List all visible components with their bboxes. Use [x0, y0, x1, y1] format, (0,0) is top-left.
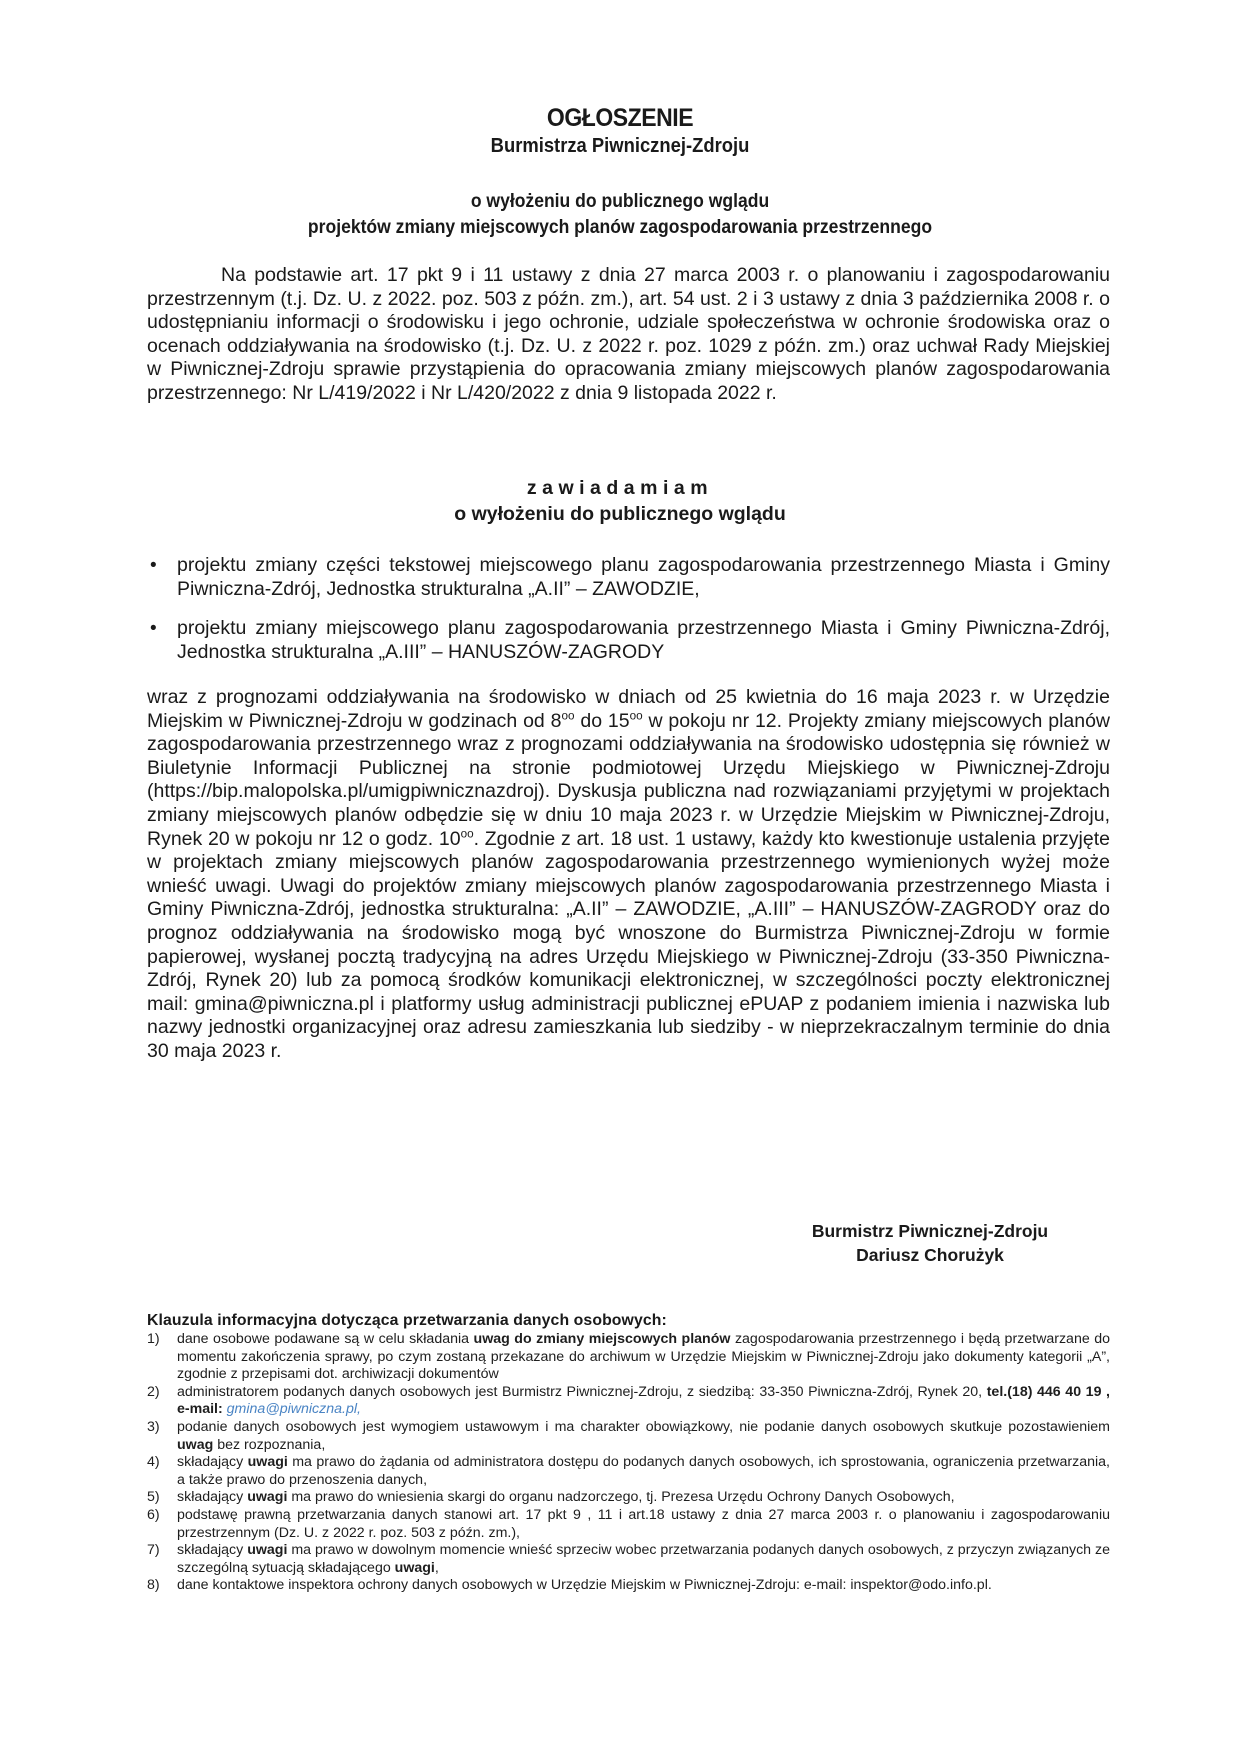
- clause-item: [147, 1542, 1110, 1577]
- subject-line-1: o wyłożeniu do publicznego wglądu: [470, 190, 770, 212]
- main-text-part: w pokoju nr 12. Projekty zmiany miejscowych planów zagospodarowania przestrzennego wraz z prognozami oddziaływania na środowisko udostępnia się również w Biuletynie Informacji Publicznej na stronie podmiotowej Urzędu Miejskiego w Piwnicznej-Zdroju (https://bip.malopolska.pl/umigpiwnicznazdroj). Dyskusja publiczna nad rozwiązaniami przyjętymi w projektach zmiany miejscowych planów odbędzie się w dniu 10 maja 2023 r. w Urzędzie Miejskim w Piwnicznej-Zdroju, Rynek 20 w pokoju nr 12 o godz. 10: [147, 709, 1111, 850]
- clause-text: składający: [177, 1489, 248, 1506]
- legal-basis-text: Na podstawie art. 17 pkt 9 i 11 ustawy z dnia 27 marca 2003 r. o planowaniu i zagospodarowaniu przestrzennym (t.j. Dz. U. z 2022. poz. 503 z późn. zm.), art. 54 ust. 2 i 3 ustawy z dnia 3 października 2008 r. o udostępnianiu informacji o środowisku i jego ochronie, udziale społeczeństwa w ochronie środowiska oraz o ocenach oddziaływania na środowisko (t.j. Dz. U. z 2022 r. poz. 1029 z późn. zm.) oraz uchwał Rady Miejskiej w Piwnicznej-Zdroju sprawie przystąpienia do opracowania zmiany miejscowych planów zagospodarowania przestrzennego: Nr L/419/2022 i Nr L/420/2022 z dnia 9 listopada 2022 r.: [147, 264, 1110, 404]
- main-text-part: . Zgodnie z art. 18 ust. 1 ustawy, każdy kto kwestionuje ustalenia przyjęte w projektach zmiany miejscowych planów zagospodarowania przestrzennego wymienionych wyżej może wnieść uwagi. Uwagi do projektów zmiany miejscowych planów zagospodarowania przestrzennego Miasta i Gminy Piwniczna-Zdrój, jednostka strukturalna: „A.II” – ZAWODZIE, „A.III” – HANUSZÓW-ZAGRODY oraz do prognoz oddziaływania na środowisko mogą być wnoszone do Burmistrza Piwnicznej-Zdroju w formie papierowej, wysłanej pocztą tradycyjną na adres Urzędu Miejskiego w Piwnicznej-Zdroju (33-350 Piwniczna-Zdrój, Rynek 20) lub za pomocą środków komunikacji elektronicznej, w szczególności poczty elektronicznej mail: gmina@piwniczna.pl i platformy usług administracji publicznej ePUAP z podaniem imienia i nazwiska lub nazwy jednostki organizacyjnej oraz adresu zamieszkania lub siedziby - w nieprzekraczalnym terminie do dnia 30 maja 2023 r.: [147, 827, 1110, 1062]
- clause-item: [147, 1331, 1110, 1384]
- clause-text: ma prawo do żądania od administratora dostępu do podanych danych osobowych, ich sprostowania, ograniczenia przetwarzania, a także prawo do przenoszenia danych,: [177, 1454, 1110, 1488]
- clause-number: 2): [147, 1383, 160, 1400]
- clause-number: 6): [147, 1506, 160, 1523]
- signatory-name: Dariusz Chorużyk: [856, 1245, 1004, 1265]
- clause-number: 3): [147, 1418, 160, 1435]
- list-item-text: projektu zmiany części tekstowej miejscowego planu zagospodarowania przestrzennego Miasta i Gminy Piwniczna-Zdrój, Jednostka strukturalna „A.II” – ZAWODZIE,: [177, 554, 1110, 600]
- clause-text: ma prawo w dowolnym momencie wnieść sprzeciw wobec przetwarzania podanych danych osobowych, z przyczyn związanych ze szczególną sytuacją składającego: [177, 1542, 1110, 1576]
- gdpr-clause-list: [147, 1331, 1110, 1595]
- main-text-part: wraz z prognozami oddziaływania na środowisko w dniach od 25 kwietnia do 16 maja 2023 r. w Urzędzie Miejskim w Piwnicznej-Zdroju w godzinach od 8: [147, 686, 1110, 732]
- signatory-role: Burmistrz Piwnicznej-Zdroju: [811, 1221, 1049, 1241]
- clause-text: dane osobowe podawane są w celu składania: [177, 1331, 474, 1347]
- notify-verb: zawiadamiam: [526, 477, 714, 499]
- list-item: [147, 617, 1110, 664]
- clause-number: 7): [147, 1542, 160, 1559]
- clause-number: 8): [147, 1577, 160, 1594]
- notify-subject: o wyłożeniu do publicznego wglądu: [454, 503, 786, 525]
- clause-item: [147, 1454, 1110, 1489]
- clause-text: składający: [177, 1454, 248, 1471]
- clause-item: [147, 1384, 1110, 1419]
- clause-bold-text: uwagi: [394, 1559, 435, 1576]
- clause-number: 4): [147, 1454, 160, 1471]
- clause-text: ,: [434, 1559, 439, 1576]
- superscript: oo: [561, 709, 575, 723]
- document-title: OGŁOSZENIE: [546, 104, 694, 132]
- clause-text: dane kontaktowe inspektora ochrony danych osobowych w Urzędzie Miejskim w Piwnicznej-Zdroju: e-mail: inspektor@odo.info.pl.: [177, 1577, 992, 1594]
- clause-contact-label: tel.(18) 446 40 19 , e-mail:: [177, 1383, 1110, 1418]
- clause-text: bez rozpoznania,: [213, 1436, 326, 1453]
- clause-text: podstawę prawną przetwarzania danych stanowi art. 17 pkt 9 , 11 i art.18 ustawy z dnia 27 marca 2003 r. o planowaniu i zagospodarowaniu przestrzennym (Dz. U. z 2022 r. poz. 503 z późn. zm.),: [177, 1506, 1110, 1541]
- clause-number: 1): [147, 1331, 160, 1347]
- clause-bold-text: uwag: [177, 1436, 214, 1453]
- clause-text: podanie danych osobowych jest wymogiem ustawowym i ma charakter obowiązkowy, nie podanie danych osobowych skutkuje pozostawieniem: [177, 1418, 1110, 1435]
- superscript: oo: [460, 827, 474, 841]
- clause-text: administratorem podanych danych osobowych jest Burmistrz Piwnicznej-Zdroju, z siedzibą: 33-350 Piwniczna-Zdrój, Rynek 20,: [177, 1383, 987, 1400]
- clause-bold-text: uwagi: [247, 1542, 288, 1559]
- signature-block: [760, 1219, 1100, 1267]
- list-item: [147, 554, 1110, 601]
- projects-list: [147, 554, 1110, 680]
- superscript: oo: [629, 709, 643, 723]
- gdpr-clause-title: Klauzula informacyjna dotycząca przetwarzania danych osobowych:: [147, 1312, 667, 1329]
- clause-bold-text: uwagi: [247, 1454, 288, 1471]
- clause-item: [147, 1507, 1110, 1542]
- main-text-part: do 15: [574, 709, 630, 732]
- clause-text: składający: [177, 1542, 248, 1559]
- document-subtitle: Burmistrza Piwnicznej-Zdroju: [490, 135, 750, 157]
- announcement-subject: [140, 188, 1100, 240]
- clause-text: zagospodarowania przestrzennego i będą przetwarzane do momentu zakończenia sprawy, po czym zostaną przekazane do archiwum w Urzędzie Miejskim w Piwnicznej-Zdroju jako dokumenty kategorii „A”, zgodnie z przepisami dot. archiwizacji dokumentów: [177, 1331, 1111, 1383]
- list-item-text: projektu zmiany miejscowego planu zagospodarowania przestrzennego Miasta i Gminy Piwniczna-Zdrój, Jednostka strukturalna „A.III” – HANUSZÓW-ZAGRODY: [177, 617, 1110, 663]
- legal-basis-paragraph: [147, 264, 1110, 406]
- clause-text: ma prawo do wniesienia skargi do organu nadzorczego, tj. Prezesa Urzędu Ochrony Danych Osobowych,: [287, 1489, 955, 1506]
- clause-item: [147, 1419, 1110, 1454]
- clause-bold-text: uwag do zmiany miejscowych planów: [473, 1331, 731, 1347]
- bullet-icon: •: [150, 555, 157, 576]
- subject-line-2: projektów zmiany miejscowych planów zagospodarowania przestrzennego: [307, 216, 933, 238]
- main-paragraph: [147, 686, 1110, 1064]
- notification-heading: [0, 475, 1240, 527]
- clause-bold-text: uwagi: [247, 1489, 288, 1506]
- email-link[interactable]: gmina@piwniczna.pl,: [226, 1401, 361, 1418]
- clause-number: 5): [147, 1489, 160, 1506]
- clause-item: [147, 1489, 1110, 1507]
- bullet-icon: •: [150, 618, 157, 640]
- clause-item: [147, 1577, 1110, 1595]
